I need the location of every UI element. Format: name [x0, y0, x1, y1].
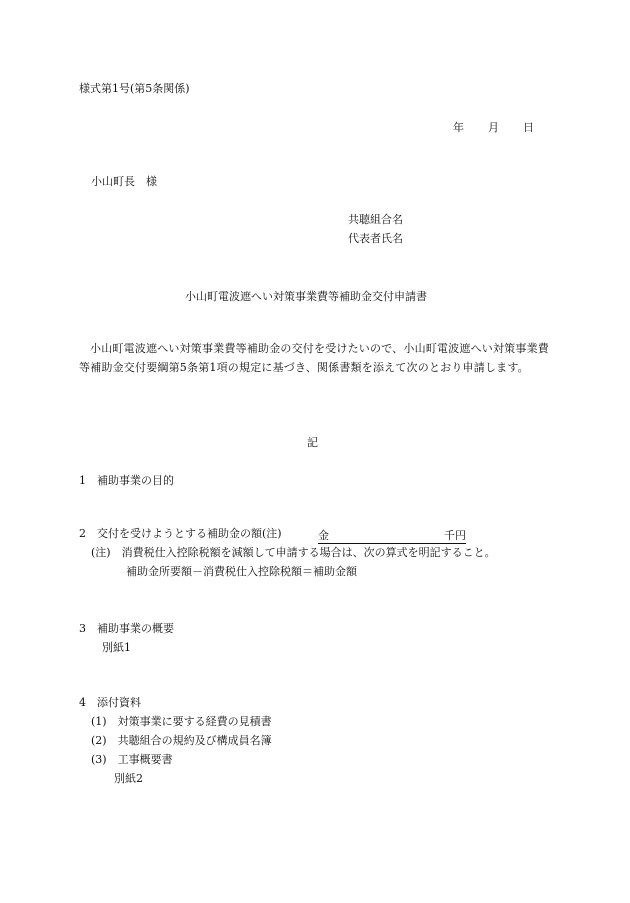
body-text: 小山町電波遮へい対策事業費等補助金の交付を受けたいので、小山町電波遮へい対策事業費等補助金交付要綱第5条第1項の規定に基づき、関係書類を添えて次のとおり申請します。 — [79, 342, 549, 374]
item-4-sub: 別紙2 — [114, 772, 143, 785]
item-3-label: 3 補助事業の概要 — [79, 622, 174, 635]
date-day: 日 — [523, 121, 534, 134]
amount-prefix: 金 — [318, 529, 329, 542]
item-4-list-item-2: (2) 共聴組合の規約及び構成員名簿 — [91, 734, 272, 747]
item-1-label: 1 補助事業の目的 — [79, 474, 174, 487]
item-2-formula: 補助金所要額－消費税仕入控除税額＝補助金額 — [126, 565, 357, 578]
item-4-list-item-1: (1) 対策事業に要する経費の見積書 — [91, 715, 272, 728]
addressee: 小山町長 様 — [91, 175, 157, 188]
date-month: 月 — [488, 121, 499, 134]
item-4-label: 4 添付資料 — [79, 696, 141, 709]
item-2-note: (注) 消費税仕入控除税額を減額して申請する場合は、次の算式を明記すること。 — [91, 546, 496, 559]
amount-underline — [318, 527, 466, 544]
item-2-label: 2 交付を受けようとする補助金の額(注) — [79, 527, 282, 540]
item-4-list-item-3: (3) 工事概要書 — [91, 753, 173, 766]
association-name-label: 共聴組合名 — [348, 213, 403, 226]
item-3-sub: 別紙1 — [102, 641, 131, 654]
amount-field — [318, 527, 466, 544]
date-year: 年 — [453, 121, 464, 134]
document-title: 小山町電波遮へい対策事業費等補助金交付申請書 — [185, 290, 427, 303]
amount-unit: 千円 — [444, 529, 466, 542]
representative-name-label: 代表者氏名 — [348, 232, 403, 245]
ki-heading: 記 — [307, 436, 318, 449]
form-number: 様式第1号(第5条関係) — [79, 82, 190, 95]
